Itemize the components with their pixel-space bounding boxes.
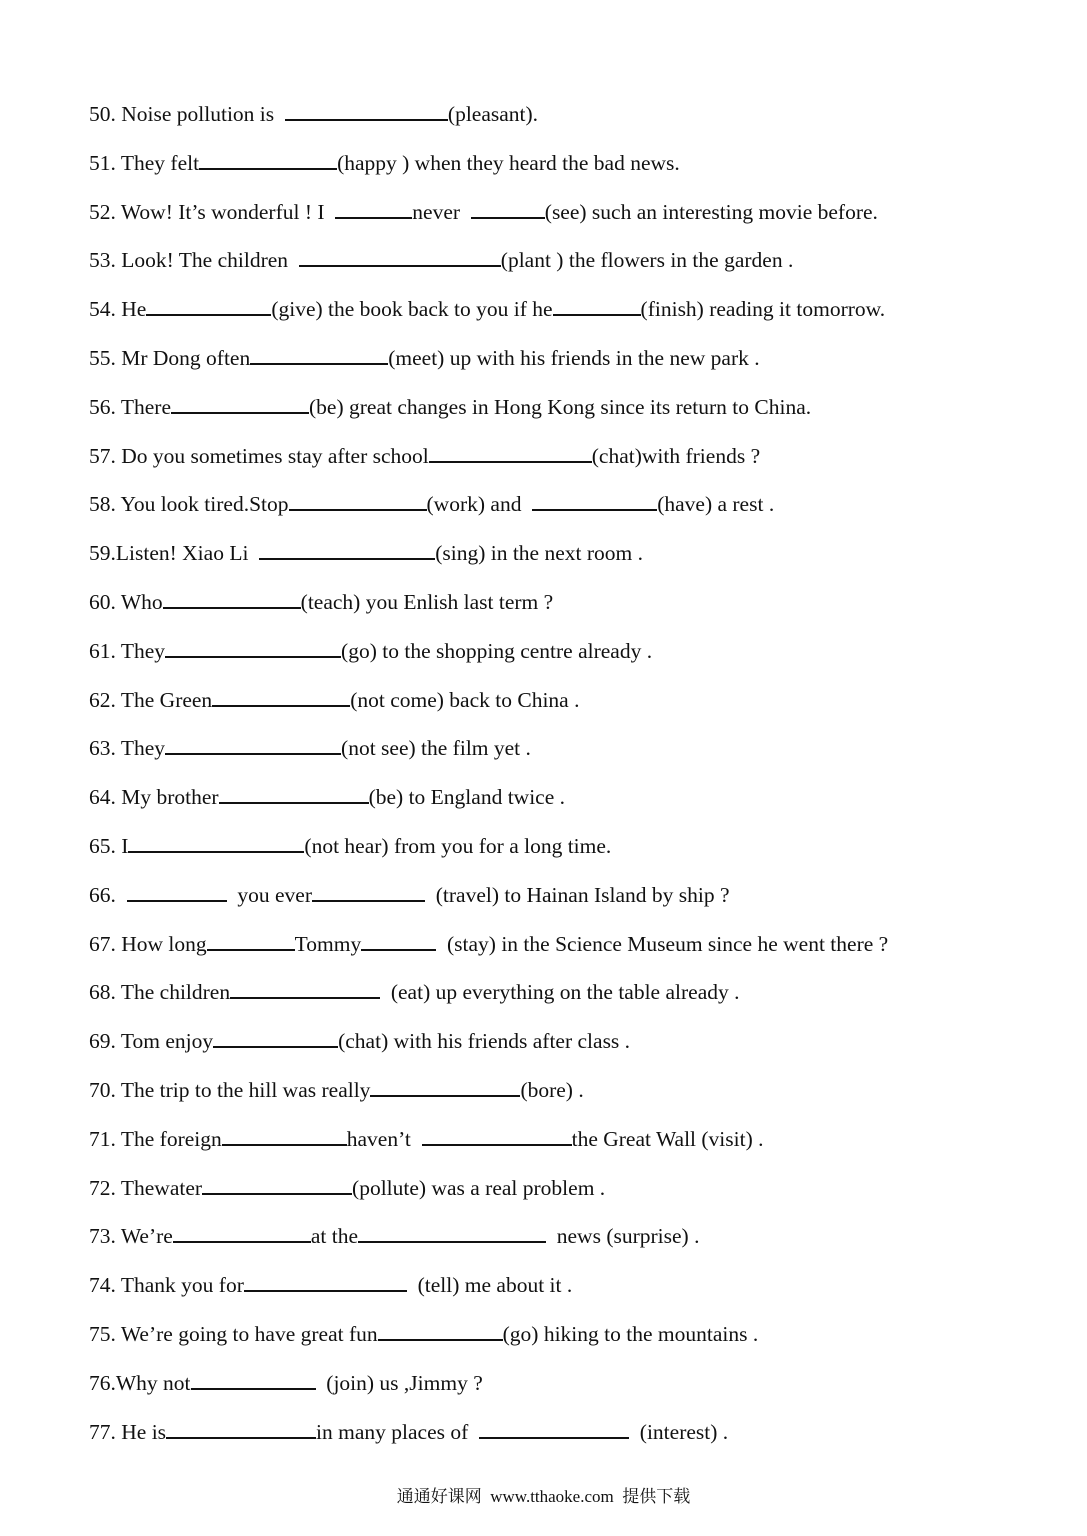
answer-blank-56-1[interactable] (171, 392, 309, 414)
exercise-text: (tell) me about it . (406, 1273, 573, 1298)
answer-blank-59-1[interactable] (259, 538, 435, 560)
answer-blank-66-2[interactable] (312, 880, 425, 902)
exercise-text: 67. How long (89, 931, 207, 956)
exercise-text: 65. I (89, 833, 129, 858)
exercise-item-52 (89, 194, 1049, 243)
exercise-text: 74. Thank you for (89, 1273, 244, 1298)
answer-blank-54-2[interactable] (553, 294, 641, 316)
answer-blank-64-1[interactable] (219, 782, 369, 804)
exercise-text: (bore) . (520, 1077, 584, 1102)
exercise-text: (travel) to Hainan Island by ship ? (425, 882, 730, 907)
answer-blank-71-2[interactable] (422, 1124, 572, 1146)
exercise-item-74 (89, 1267, 1049, 1316)
answer-blank-63-1[interactable] (165, 733, 341, 755)
answer-blank-50-1[interactable] (285, 99, 448, 121)
answer-blank-74-1[interactable] (244, 1270, 407, 1292)
exercise-text: (pollute) was a real problem . (352, 1175, 606, 1200)
exercise-item-59 (89, 535, 1049, 584)
answer-blank-68-1[interactable] (230, 977, 380, 999)
footer-credit: 通通好课网 www.tthaoke.com 提供下载 (396, 1487, 691, 1506)
exercise-item-58 (89, 486, 1049, 535)
exercise-item-68 (89, 974, 1049, 1023)
exercise-text: 77. He is (89, 1419, 167, 1444)
answer-blank-58-1[interactable] (289, 489, 427, 511)
exercise-text: (interest) . (629, 1419, 729, 1444)
answer-blank-54-1[interactable] (146, 294, 271, 316)
answer-blank-57-1[interactable] (429, 441, 592, 463)
answer-blank-53-1[interactable] (299, 245, 501, 267)
exercise-text: 66. (89, 882, 127, 907)
exercise-text: news (surprise) . (546, 1224, 700, 1249)
exercise-item-62 (89, 682, 1049, 731)
answer-blank-51-1[interactable] (199, 148, 337, 170)
exercise-item-65 (89, 828, 1049, 877)
exercise-text: (chat) with his friends after class . (338, 1029, 631, 1054)
exercise-item-53 (89, 242, 1049, 291)
exercise-text: 69. Tom enjoy (89, 1029, 214, 1054)
exercise-text: (be) to England twice . (368, 785, 565, 810)
exercise-item-73 (89, 1218, 1049, 1267)
exercise-item-63 (89, 730, 1049, 779)
exercise-text: (plant ) the flowers in the garden . (500, 248, 794, 273)
answer-blank-75-1[interactable] (378, 1319, 503, 1341)
exercise-item-61 (89, 633, 1049, 682)
exercise-text: 68. The children (89, 980, 231, 1005)
exercise-text: at the (310, 1224, 359, 1249)
answer-blank-66-1[interactable] (127, 880, 227, 902)
exercise-text: (stay) in the Science Museum since he went there ? (436, 931, 889, 956)
answer-blank-60-1[interactable] (163, 587, 301, 609)
exercise-text: (work) and (426, 492, 533, 517)
answer-blank-77-2[interactable] (479, 1417, 629, 1439)
exercise-text: (give) the book back to you if he (271, 297, 553, 322)
exercise-text: the Great Wall (visit) . (571, 1126, 764, 1151)
exercise-text: 76.Why not (89, 1370, 191, 1395)
exercise-item-69 (89, 1023, 1049, 1072)
exercise-text: 53. Look! The children (89, 248, 299, 273)
exercise-item-66 (89, 877, 1049, 926)
exercise-text: (have) a rest . (657, 492, 775, 517)
exercise-text: (sing) in the next room . (435, 541, 643, 566)
exercise-text: Tommy (294, 931, 362, 956)
exercise-text: 63. They (89, 736, 166, 761)
exercise-text: 70. The trip to the hill was really (89, 1077, 371, 1102)
exercise-text: 52. Wow! It’s wonderful ! I (89, 199, 336, 224)
exercise-text: you ever (226, 882, 312, 907)
exercise-text: (not come) back to China . (350, 687, 580, 712)
answer-blank-77-1[interactable] (166, 1417, 316, 1439)
answer-blank-73-1[interactable] (173, 1221, 311, 1243)
answer-blank-61-1[interactable] (165, 636, 341, 658)
exercise-text: (see) such an interesting movie before. (544, 199, 878, 224)
answer-blank-58-2[interactable] (532, 489, 657, 511)
exercise-text: 51. They felt (89, 150, 200, 175)
exercise-text: 73. We’re (89, 1224, 173, 1249)
exercise-text: 64. My brother (89, 785, 219, 810)
answer-blank-65-1[interactable] (128, 831, 304, 853)
answer-blank-62-1[interactable] (212, 685, 350, 707)
answer-blank-52-2[interactable] (471, 197, 545, 219)
exercise-text: (not see) the film yet . (341, 736, 531, 761)
exercise-item-51 (89, 145, 1049, 194)
exercise-item-60 (89, 584, 1049, 633)
exercise-text: 61. They (89, 638, 166, 663)
exercise-text: (happy ) when they heard the bad news. (337, 150, 680, 175)
answer-blank-52-1[interactable] (335, 197, 412, 219)
answer-blank-76-1[interactable] (191, 1368, 316, 1390)
exercise-item-50 (89, 96, 1049, 145)
exercise-item-55 (89, 340, 1049, 389)
exercise-text: 50. Noise pollution is (89, 102, 285, 126)
exercise-text: 56. There (89, 394, 171, 419)
exercise-text: (meet) up with his friends in the new park . (388, 345, 760, 370)
exercise-item-77 (89, 1414, 1049, 1463)
answer-blank-67-1[interactable] (207, 929, 295, 951)
exercise-text: never (412, 199, 471, 224)
exercise-text: 59.Listen! Xiao Li (89, 541, 260, 566)
exercise-text: 71. The foreign (89, 1126, 222, 1151)
exercise-text: (go) hiking to the mountains . (502, 1321, 759, 1346)
exercise-text: 72. Thewater (89, 1175, 203, 1200)
exercise-item-76 (89, 1365, 1049, 1414)
exercise-item-64 (89, 779, 1049, 828)
exercise-text: 58. You look tired.Stop (89, 492, 289, 517)
exercise-text: (join) us ,Jimmy ? (315, 1370, 483, 1395)
answer-blank-72-1[interactable] (202, 1173, 352, 1195)
exercise-text: in many places of (316, 1419, 480, 1444)
exercise-item-71 (89, 1121, 1049, 1170)
exercise-text: (eat) up everything on the table already . (380, 980, 740, 1005)
exercise-item-54 (89, 291, 1049, 340)
exercise-text: (go) to the shopping centre already . (341, 638, 653, 663)
answer-blank-67-2[interactable] (361, 929, 436, 951)
answer-blank-55-1[interactable] (250, 343, 388, 365)
exercise-text: 55. Mr Dong often (89, 345, 251, 370)
exercise-text: (be) great changes in Hong Kong since its return to China. (309, 394, 812, 419)
exercise-text: haven’t (346, 1126, 422, 1151)
exercise-item-56 (89, 389, 1049, 438)
answer-blank-71-1[interactable] (222, 1124, 347, 1146)
exercise-item-75 (89, 1316, 1049, 1365)
exercise-text: (pleasant). (447, 102, 539, 126)
exercise-item-67 (89, 926, 1049, 975)
exercise-text: (not hear) from you for a long time. (304, 833, 612, 858)
exercise-text: 54. He (89, 297, 147, 322)
answer-blank-69-1[interactable] (213, 1026, 338, 1048)
exercise-item-72 (89, 1170, 1049, 1219)
exercise-text: 75. We’re going to have great fun (89, 1321, 378, 1346)
exercise-list (89, 96, 1049, 1462)
exercise-text: 62. The Green (89, 687, 213, 712)
exercise-item-70 (89, 1072, 1049, 1121)
exercise-text: 57. Do you sometimes stay after school (89, 443, 429, 468)
exercise-text: (chat)with friends ? (591, 443, 761, 468)
answer-blank-73-2[interactable] (358, 1221, 546, 1243)
exercise-text: 60. Who (89, 589, 163, 614)
exercise-item-57 (89, 438, 1049, 487)
answer-blank-70-1[interactable] (370, 1075, 520, 1097)
exercise-text: (teach) you Enlish last term ? (300, 589, 554, 614)
exercise-text: (finish) reading it tomorrow. (640, 297, 886, 322)
